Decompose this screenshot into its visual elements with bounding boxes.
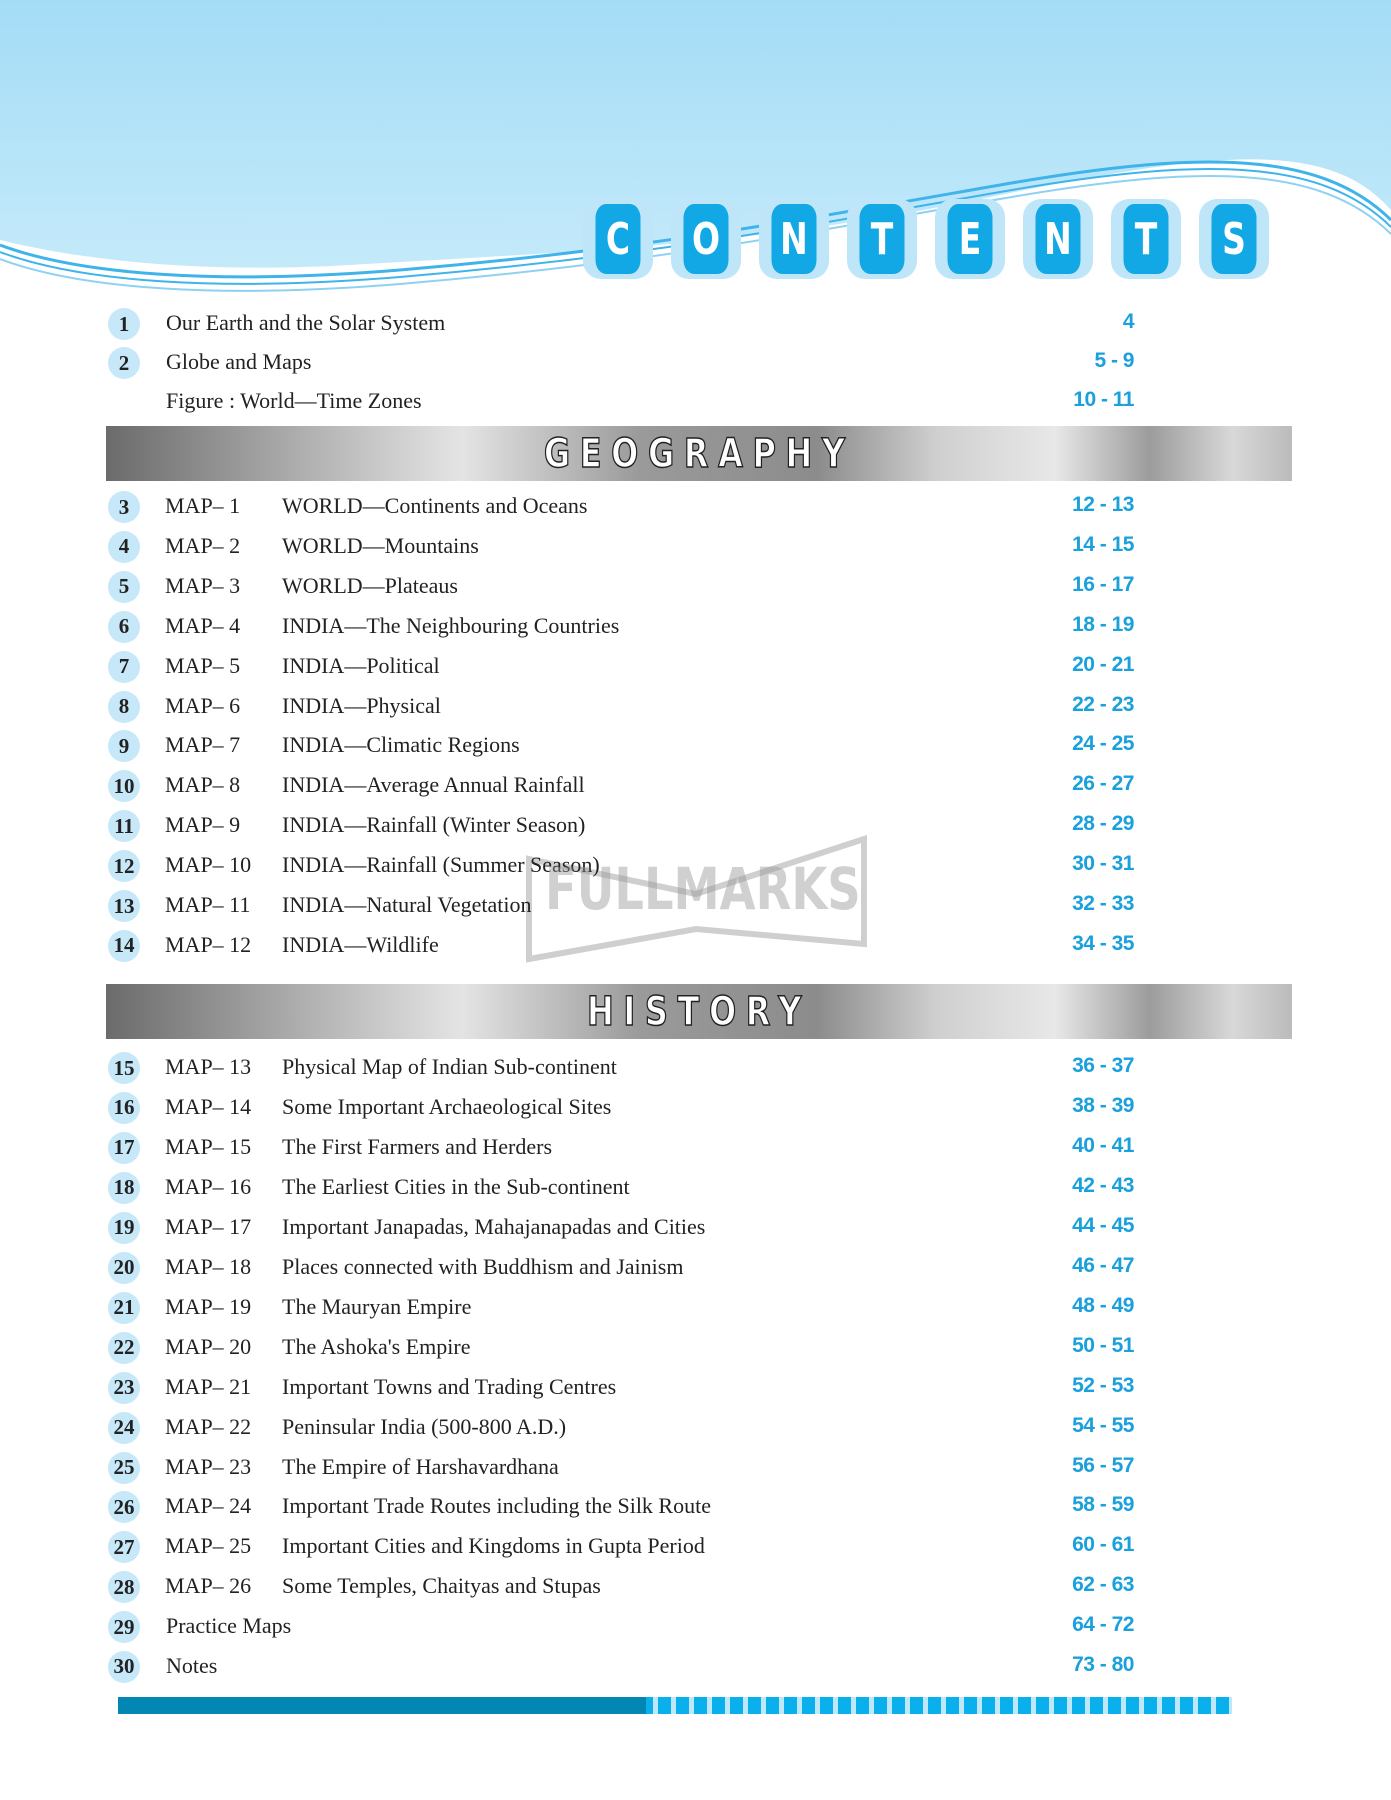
toc-entry[interactable] <box>0 1410 1391 1446</box>
toc-entry[interactable] <box>0 1330 1391 1366</box>
toc-entry[interactable] <box>0 1210 1391 1246</box>
entry-number-badge: 16 <box>108 1092 140 1124</box>
entry-number-badge: 11 <box>108 810 140 842</box>
page-range: 4 <box>1122 310 1134 333</box>
page-range: 64 - 72 <box>1072 1613 1134 1636</box>
entry-title: Important Trade Routes including the Silk Route <box>282 1493 711 1519</box>
page-range: 14 - 15 <box>1072 532 1134 556</box>
page-range: 44 - 45 <box>1072 1213 1134 1237</box>
entry-title: INDIA—Rainfall (Summer Season) <box>282 852 600 878</box>
section-banner-geography <box>106 426 1292 481</box>
entry-number-badge: 3 <box>108 491 140 523</box>
entry-title: Peninsular India (500-800 A.D.) <box>282 1413 567 1439</box>
toc-entry[interactable] <box>0 1450 1391 1486</box>
page-range: 5 - 9 <box>1094 349 1134 372</box>
entry-title: Our Earth and the Solar System <box>166 310 446 335</box>
section-banner-history <box>106 984 1292 1039</box>
page-range: 46 - 47 <box>1072 1253 1134 1277</box>
entry-title: Important Janapadas, Mahajanapadas and Cities <box>282 1213 706 1239</box>
map-label: MAP– 16 <box>165 1173 252 1199</box>
page-range: 18 - 19 <box>1072 612 1134 636</box>
map-label: MAP– 5 <box>165 652 241 678</box>
toc-entry[interactable] <box>0 345 1391 381</box>
toc-entry[interactable] <box>0 529 1391 565</box>
page-range: 54 - 55 <box>1072 1413 1134 1437</box>
page-range: 48 - 49 <box>1072 1293 1134 1317</box>
entry-number-badge: 25 <box>108 1452 140 1484</box>
toc-entry[interactable] <box>0 1649 1391 1685</box>
entry-title: INDIA—Natural Vegetation <box>282 892 532 917</box>
title-letter-tile <box>583 199 653 279</box>
page-range: 40 - 41 <box>1072 1133 1134 1157</box>
title-letter-tile <box>847 199 917 279</box>
entry-title: INDIA—Rainfall (Winter Season) <box>282 812 586 838</box>
page-range: 38 - 39 <box>1072 1093 1134 1117</box>
toc-entry[interactable] <box>0 1489 1391 1525</box>
entry-title: Some Temples, Chaityas and Stupas <box>282 1573 601 1599</box>
entry-number-badge: 20 <box>108 1252 140 1284</box>
entry-number-badge: 21 <box>108 1292 140 1324</box>
page-range: 62 - 63 <box>1072 1573 1134 1597</box>
toc-entry[interactable] <box>0 928 1391 964</box>
map-label: MAP– 20 <box>165 1333 252 1359</box>
map-label: MAP– 25 <box>165 1533 252 1559</box>
entry-title: INDIA—Political <box>282 652 440 678</box>
title-letter: C <box>596 204 641 274</box>
map-label: MAP– 8 <box>165 772 241 798</box>
watermark-text: FULLMARKS <box>545 855 861 923</box>
entry-number-badge: 26 <box>108 1491 140 1523</box>
entry-title: Some Important Archaeological Sites <box>282 1093 612 1119</box>
title-letter-tile <box>1199 199 1269 279</box>
map-label: MAP– 10 <box>165 852 252 878</box>
page-range: 12 - 13 <box>1072 493 1134 516</box>
title-letter: T <box>860 204 905 274</box>
page-range: 34 - 35 <box>1072 931 1134 955</box>
page-range: 16 - 17 <box>1072 572 1134 596</box>
page-range: 36 - 37 <box>1072 1054 1134 1077</box>
entry-number-badge: 4 <box>108 531 140 563</box>
entry-number-badge: 28 <box>108 1571 140 1603</box>
toc-entry[interactable] <box>0 489 1391 525</box>
entry-number-badge: 5 <box>108 571 140 603</box>
page-range: 50 - 51 <box>1072 1333 1134 1357</box>
map-label: MAP– 17 <box>165 1213 252 1239</box>
entry-number-badge: 19 <box>108 1212 140 1244</box>
entry-number-badge: 14 <box>108 930 140 962</box>
entry-title: WORLD—Continents and Oceans <box>282 493 588 518</box>
entry-number-badge: 15 <box>108 1052 140 1084</box>
entry-title: INDIA—Physical <box>282 692 441 718</box>
entry-title: The First Farmers and Herders <box>282 1133 553 1159</box>
entry-number-badge: 18 <box>108 1172 140 1204</box>
entry-title: Physical Map of Indian Sub-continent <box>282 1054 617 1079</box>
entry-number-badge: 1 <box>108 308 140 340</box>
map-label: MAP– 9 <box>165 812 241 838</box>
page-range: 73 - 80 <box>1072 1652 1134 1676</box>
toc-entry[interactable] <box>0 609 1391 645</box>
title-letter: O <box>684 204 729 274</box>
entry-title: Places connected with Buddhism and Jainism <box>282 1253 684 1279</box>
toc-entry[interactable] <box>0 1569 1391 1605</box>
page-range: 30 - 31 <box>1072 852 1134 876</box>
entry-title: INDIA—Average Annual Rainfall <box>282 772 585 798</box>
entry-number-badge: 24 <box>108 1412 140 1444</box>
title-letter-tile <box>1023 199 1093 279</box>
map-label: MAP– 21 <box>165 1373 252 1399</box>
title-letter-tile <box>935 199 1005 279</box>
title-letter: S <box>1212 204 1257 274</box>
page-range: 58 - 59 <box>1072 1493 1134 1517</box>
entry-title: Important Cities and Kingdoms in Gupta Period <box>282 1533 705 1559</box>
toc-entry[interactable] <box>0 1529 1391 1565</box>
entry-title: Important Towns and Trading Centres <box>282 1373 617 1399</box>
entry-number-badge: 6 <box>108 611 140 643</box>
map-label: MAP– 1 <box>165 493 241 518</box>
map-label: MAP– 22 <box>165 1413 252 1439</box>
entry-title: Globe and Maps <box>166 349 312 374</box>
entry-number-badge: 30 <box>108 1651 140 1683</box>
map-label: MAP– 15 <box>165 1133 252 1159</box>
contents-title <box>583 199 1269 279</box>
page-range: 20 - 21 <box>1072 652 1134 676</box>
title-letter-tile <box>1111 199 1181 279</box>
map-label: MAP– 23 <box>165 1453 252 1479</box>
entry-number-badge: 13 <box>108 890 140 922</box>
toc-entry[interactable] <box>0 306 1391 342</box>
map-label: MAP– 19 <box>165 1293 252 1319</box>
map-label: MAP– 24 <box>165 1493 252 1519</box>
entry-title: INDIA—Climatic Regions <box>282 732 520 758</box>
toc-entry[interactable] <box>0 1370 1391 1406</box>
title-letter-tile <box>671 199 741 279</box>
toc-entry[interactable] <box>0 1130 1391 1166</box>
map-label: MAP– 7 <box>165 732 241 758</box>
toc-entry[interactable] <box>0 569 1391 605</box>
entry-number-badge: 7 <box>108 651 140 683</box>
map-label: MAP– 3 <box>165 572 241 598</box>
title-letter: T <box>1124 204 1169 274</box>
entry-number-badge: 8 <box>108 691 140 723</box>
page-range: 22 - 23 <box>1072 692 1134 716</box>
entry-number-badge: 23 <box>108 1372 140 1404</box>
map-label: MAP– 14 <box>165 1093 252 1119</box>
title-letter: N <box>1036 204 1081 274</box>
entry-title: Practice Maps <box>166 1613 292 1638</box>
section-heading: HISTORY <box>586 988 812 1035</box>
map-label: MAP– 12 <box>165 931 252 957</box>
page-range: 32 - 33 <box>1072 892 1134 915</box>
toc-entry[interactable] <box>0 1609 1391 1645</box>
toc-entry[interactable] <box>0 1250 1391 1286</box>
toc-entry[interactable] <box>0 1290 1391 1326</box>
map-label: MAP– 13 <box>165 1054 252 1079</box>
footer-bar <box>118 1697 1232 1714</box>
entry-title: Figure : World—Time Zones <box>166 388 422 413</box>
section-heading: GEOGRAPHY <box>543 430 855 477</box>
map-label: MAP– 26 <box>165 1573 252 1599</box>
title-letter: N <box>772 204 817 274</box>
page-range: 60 - 61 <box>1072 1533 1134 1557</box>
entry-number-badge: 2 <box>108 347 140 379</box>
entry-title: WORLD—Plateaus <box>282 572 458 598</box>
map-label: MAP– 18 <box>165 1253 252 1279</box>
entry-number-badge: 10 <box>108 770 140 802</box>
map-label: MAP– 6 <box>165 692 241 718</box>
title-letter: E <box>948 204 993 274</box>
toc-entry[interactable] <box>0 728 1391 764</box>
toc-entry[interactable] <box>0 649 1391 685</box>
toc-entry[interactable] <box>0 808 1391 844</box>
entry-title: The Mauryan Empire <box>282 1293 472 1319</box>
title-letter-tile <box>759 199 829 279</box>
entry-title: The Empire of Harshavardhana <box>282 1453 559 1479</box>
toc-entry[interactable] <box>0 768 1391 804</box>
map-label: MAP– 11 <box>165 892 251 917</box>
entry-number-badge: 17 <box>108 1132 140 1164</box>
entry-number-badge: 27 <box>108 1531 140 1563</box>
map-label: MAP– 2 <box>165 532 241 558</box>
page-range: 10 - 11 <box>1073 388 1134 411</box>
page-range: 28 - 29 <box>1072 812 1134 836</box>
toc-entry[interactable] <box>0 1170 1391 1206</box>
entry-title: Notes <box>166 1652 218 1678</box>
entry-title: INDIA—Wildlife <box>282 931 439 957</box>
toc-entry[interactable] <box>0 689 1391 725</box>
entry-number-badge: 12 <box>108 850 140 882</box>
toc-entry[interactable] <box>0 1050 1391 1086</box>
entry-title: WORLD—Mountains <box>282 532 479 558</box>
toc-entry[interactable] <box>0 1090 1391 1126</box>
page-range: 56 - 57 <box>1072 1453 1134 1477</box>
entry-number-badge: 9 <box>108 730 140 762</box>
entry-number-badge: 22 <box>108 1332 140 1364</box>
entry-number-badge: 29 <box>108 1611 140 1643</box>
entry-title: INDIA—The Neighbouring Countries <box>282 612 620 638</box>
map-label: MAP– 4 <box>165 612 241 638</box>
page-range: 24 - 25 <box>1072 732 1134 756</box>
entry-title: The Ashoka's Empire <box>282 1333 471 1359</box>
page-range: 26 - 27 <box>1072 772 1134 796</box>
page-range: 52 - 53 <box>1072 1373 1134 1397</box>
toc-entry[interactable] <box>0 384 1391 420</box>
entry-title: The Earliest Cities in the Sub-continent <box>282 1173 630 1199</box>
page-range: 42 - 43 <box>1072 1173 1134 1197</box>
